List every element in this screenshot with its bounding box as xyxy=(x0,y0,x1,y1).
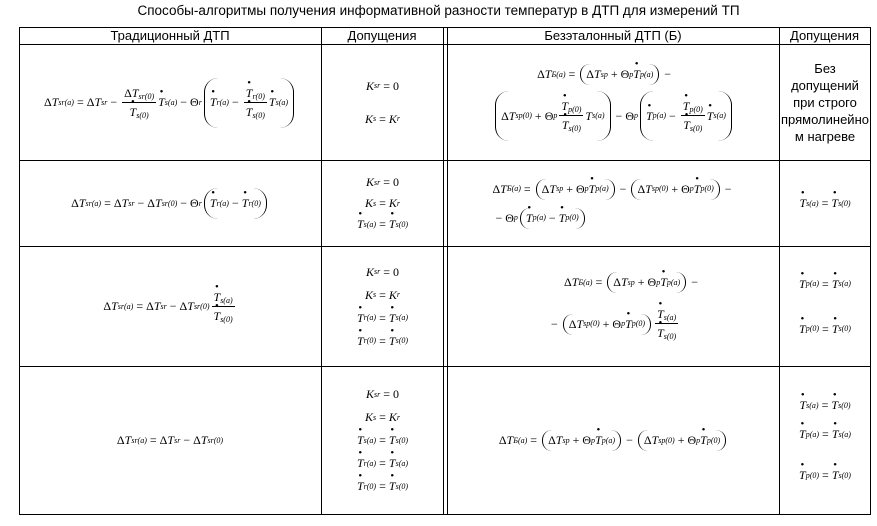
header-assumptions-right: Допущения xyxy=(790,28,859,43)
row4-traditional-formula: Δ T sr(a) = Δ T sr − Δ T sr(0) xyxy=(116,433,224,447)
row1-reference-free-formula: Δ T Б(a) = Δ T sp + Θ p • T p(a) − Δ T sp(0) + Θ p • $T_{p(0)}$ • $T_{s(0)}$ T s(a) − Θ p • T p(a) − • $T_{p(0)}$ • $T_{s(0)}$ • T s(a) xyxy=(448,45,779,160)
col-divider-2a xyxy=(443,27,444,515)
table-border-bottom xyxy=(19,514,871,515)
row1-assumptions: K sr = 0 K s = K r xyxy=(364,78,401,126)
row3-reference-free-formula: Δ T Б(a) = Δ T sp + Θ p • T p(a) − − Δ T sp(0) + Θ p • T p(0) • $T_{s(a)}$ • $T_{s(0)}$ xyxy=(448,247,779,366)
row3-right-assumptions: • T p(a) = • T s(a) • T p(0) = • T s(0) xyxy=(780,247,870,366)
row2-reference-free-formula: Δ T Б(a) = Δ T sp + Θ p • T p(a) − Δ T sp(0) + Θ p • T p(0) − − Θ p • T p(a) − • T p(0) xyxy=(448,161,779,246)
row3-traditional-formula: Δ T sr(a) = Δ T sr − Δ T sr(0) • $T_{s(a)}$ • $T_{s(0)}$ xyxy=(19,247,321,366)
row2-assumptions: K sr = 0 K s = K r • T s(a) = • T s(0) xyxy=(322,161,443,246)
row2-traditional-formula: Δ T sr(a) = Δ T sr − Δ T sr(0) − Θ r • T r(a) − • T r(0) xyxy=(19,161,321,246)
row3-assumptions: K sr = 0 K s = K r • T r(a) = • T s(a) • T r(0) = • T s(0) xyxy=(322,247,443,366)
table-border-right xyxy=(870,27,871,515)
row4-reference-free-formula: Δ T Б(a) = Δ T sp + Θ p • T p(a) − Δ T sp(0) + Θ p • T p(0) xyxy=(448,367,779,514)
header-reference-free: Безэталонный ДТП (Б) xyxy=(544,28,682,43)
row1-right-assumptions xyxy=(780,45,870,160)
page-title: Способы-алгоритмы получения информативной разности температур в ДТП для измерений ТП xyxy=(137,3,740,18)
methods-table xyxy=(19,27,871,515)
no-assumptions-note: Без допущений при строго прямолинейно м нагреве xyxy=(781,61,869,144)
row2-right-assumptions: • T s(a) = • T s(0) xyxy=(780,161,870,246)
row4-assumptions: K sr = 0 K s = K r • T s(a) = • T s(0) • T r(a) = • T s(a) • T r(0) = • T s(0) xyxy=(322,367,443,514)
row1-traditional-formula: Δ T sr(a) = Δ T sr − $\Delta T_{sr(0)}$ • $T_{s(0)}$ • T s(a) − Θ r • T r(a) − • $T_{r(0)}$ • $T_{s(0)}$ • T s(a) xyxy=(19,45,321,160)
header-traditional: Традиционный ДТП xyxy=(110,28,230,43)
row4-right-assumptions: • T s(a) = • T s(0) • T p(a) = • T s(a) • T p(0) = • T s(0) xyxy=(780,367,870,514)
header-assumptions: Допущения xyxy=(347,28,417,43)
